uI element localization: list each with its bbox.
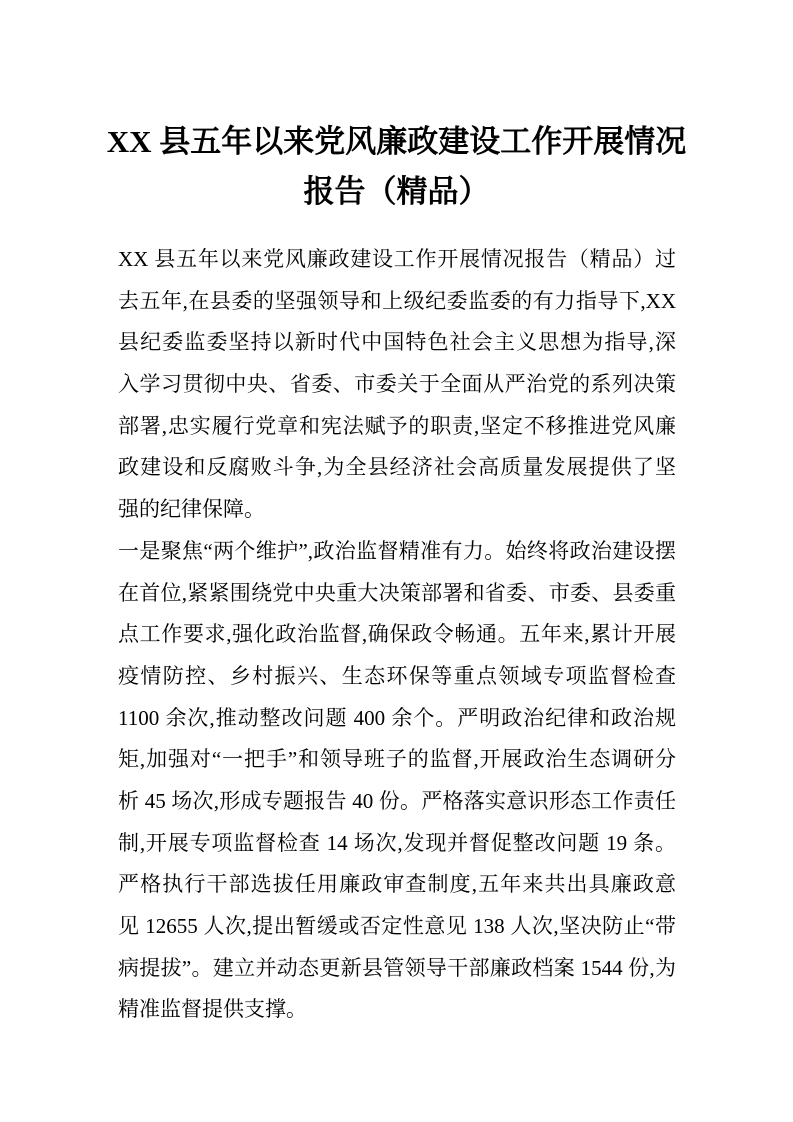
text-line: 去五年,在县委的坚强领导和上级纪委监委的有力指导下,XX [118,288,676,313]
document-body [118,239,676,1031]
text-line: 入学习贯彻中央、省委、市委关于全面从严治党的系列决策 [118,372,676,397]
text-line: 精准监督提供支撑。 [118,997,307,1022]
document-title [0,117,793,217]
text-line: 矩,加强对“一把手”和领导班子的监督,开展政治生态调研分 [118,747,676,772]
text-line: 严格执行干部选拔任用廉政审查制度,五年来共出具廉政意 [118,872,676,897]
text-line: 疫情防控、乡村振兴、生态环保等重点领域专项监督检查 [118,663,676,688]
text-line: XX 县五年以来党风廉政建设工作开展情况报告（精品）过 [118,247,676,271]
text-line: 强的纪律保障。 [118,497,265,522]
title-line: XX 县五年以来党风廉政建设工作开展情况 [106,124,687,159]
text-line: 病提拔”。建立并动态更新县管领导干部廉政档案 1544 份,为 [118,955,676,980]
text-line: 见 12655 人次,提出暂缓或否定性意见 138 人次,坚决防止“带 [118,914,676,938]
paragraph [118,239,676,531]
paragraph [118,531,676,1031]
text-line: 部署,忠实履行党章和宪法赋予的职责,坚定不移推进党风廉 [118,413,676,438]
text-line: 县纪委监委坚持以新时代中国特色社会主义思想为指导,深 [118,330,676,355]
text-line: 制,开展专项监督检查 14 场次,发现并督促整改问题 19 条。 [118,830,676,855]
text-line: 析 45 场次,形成专题报告 40 份。严格落实意识形态工作责任 [118,788,676,813]
title-line: 报告（精品） [303,174,490,209]
text-line: 政建设和反腐败斗争,为全县经济社会高质量发展提供了坚 [118,455,676,480]
text-line: 点工作要求,强化政治监督,确保政令畅通。五年来,累计开展 [118,622,676,647]
text-line: 一是聚焦“两个维护”,政治监督精准有力。始终将政治建设摆 [118,538,676,563]
text-line: 1100 余次,推动整改问题 400 余个。严明政治纪律和政治规 [118,705,676,730]
text-line: 在首位,紧紧围绕党中央重大决策部署和省委、市委、县委重 [118,580,676,605]
